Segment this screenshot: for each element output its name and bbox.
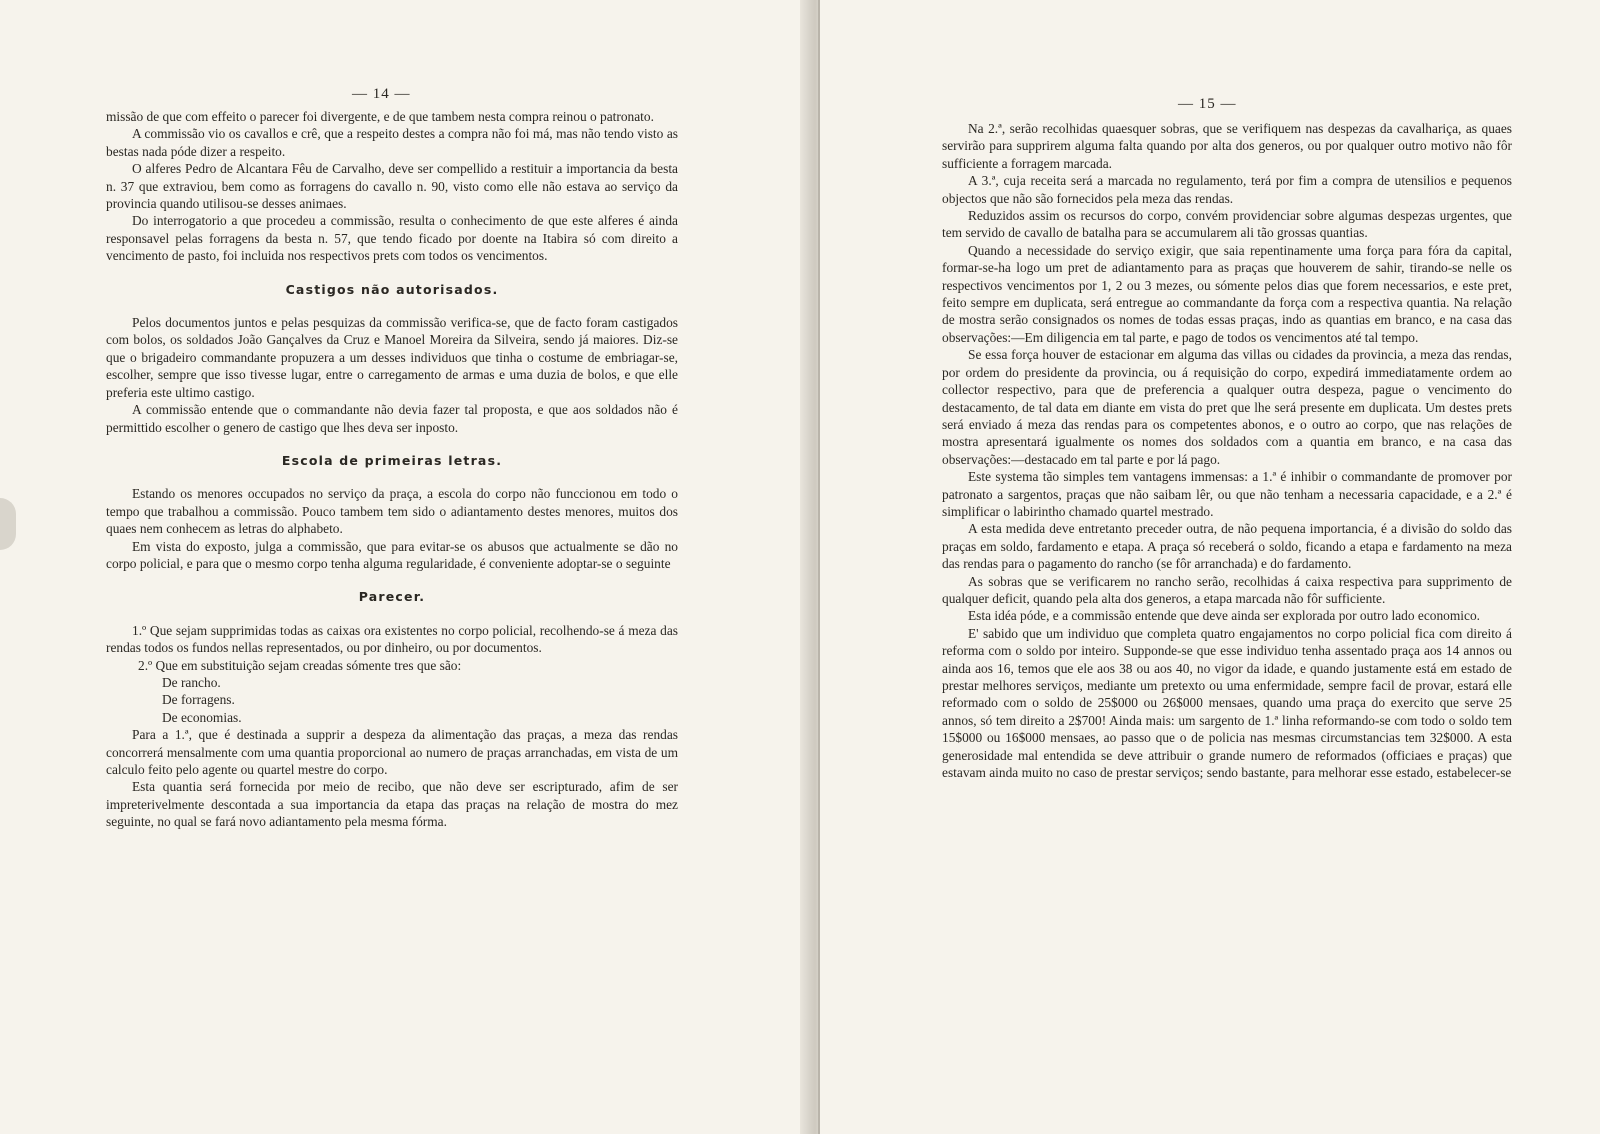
right-page (820, 0, 1600, 1134)
list-item: De economias. (162, 709, 242, 725)
section-heading-escola: Escola de primeiras letras. (281, 452, 503, 468)
paragraph: Se essa força houver de estacionar em alguma das villas ou cidades da provincia, a meza das rendas, por ordem do presidente da provincia, ou á requisição do corpo, expedirá immediatamente ordem ao collector respectivo, para que de preferencia a qualquer outra despeza, pague o vencimento do destacamento, de tal data em diante em vista do pret que lhe será presente em duplicata. Um destes prets será enviado á meza das rendas para os competentes abonos, e o outro ao corpo, que nas relações de mostra apresentará igualmente os nomes dos soldados com a quantia em branco, e na casa das observações:—destacado em tal parte e por lá pago. (942, 347, 1512, 467)
page-number-right: — 15 — (1178, 96, 1237, 112)
paragraph: missão de que com effeito o parecer foi divergente, e de que tambem nesta compra reinou o patronato. (106, 109, 654, 124)
paragraph: Na 2.ª, serão recolhidas quaesquer sobras, que se verifiquem nas despezas da cavalhariça, as quaes servirão para supprirem alguma falta quando por alta dos generos, ou por qualquer outro motivo não fôr sufficiente a forragem marcada. (942, 121, 1512, 171)
paragraph: Estando os menores occupados no serviço da praça, a escola do corpo não funccionou em todo o tempo que trabalhou a commissão. Pouco tambem tem sido o adiantamento destes menores, muitos dos quaes nem conhecem as letras do alphabeto. (106, 486, 678, 537)
paragraph: Reduzidos assim os recursos do corpo, convém providenciar sobre algumas despezas urgentes, que tem servido de cavallo de batalha para se accumularem ali tão grossas quantias. (942, 208, 1512, 241)
paragraph: Para a 1.ª, que é destinada a supprir a despeza da alimentação das praças, a meza das rendas concorrerá mensalmente com uma quantia proporcional ao numero de praças arranchadas, em vista de um calculo feito pelo agente ou quartel mestre do corpo. (106, 727, 678, 777)
section-heading-castigos: Castigos não autorisados. (285, 281, 499, 297)
paragraph: A commissão entende que o commandante não devia fazer tal proposta, e que aos soldados não é permittido escolher o genero de castigo que lhes deva ser inposto. (106, 402, 678, 435)
paragraph: Esta quantia será fornecida por meio de recibo, que não deve ser escripturado, afim de ser impreterivelmente descontada a sua importancia da etapa das praças na relação de mostra do mez seguinte, no qual se fará novo adiantamento pela mesma fórma. (106, 779, 678, 830)
paragraph: E' sabido que um individuo que completa quatro engajamentos no corpo policial fica com direito á reforma com o soldo por inteiro. Supponde-se que esse individuo tenha assentado praça aos 14 annos ou ainda aos 16, temos que ele aos 38 ou aos 40, no vigor da idade, e quando justamente está em estado de prestar melhores serviços, mediante um pretexto ou uma enfermidade, sempre facil de provar, estará elle reformado com o soldo de 25$000 ou 26$000 mensaes, quando uma praça do exercito que serve 25 annos, só tem direito a 2$700! Ainda mais: um sargento de 1.ª linha reformando-se com todo o soldo tem 15$000 ou 16$000 mensaes, ao passo que o de policia nas mesmas circumstancias tem 32$000. A esta generosidade mal entendida se deve attribuir o grande numero de reformados (officiaes e praças) que estavam ainda muito no caso de prestar serviços; sendo bastante, para melhorar esse estado, estabelecer-se (942, 625, 1512, 781)
paragraph: A commissão vio os cavallos e crê, que a respeito destes a compra não foi má, mas não tendo visto as bestas nada póde dizer a respeito. (106, 126, 678, 159)
paragraph: Esta idéa póde, e a commissão entende que deve ainda ser explorada por outro lado economico. (968, 608, 1481, 624)
list-item: De forragens. (162, 692, 235, 708)
paragraph: A 3.ª, cuja receita será a marcada no regulamento, terá por fim a compra de utensilios e pequenos objectos que não são fornecidos pela meza das rendas. (942, 173, 1512, 206)
section-heading-parecer: Parecer. (358, 589, 426, 605)
paragraph: O alferes Pedro de Alcantara Fêu de Carvalho, deve ser compellido a restituir a importancia da besta n. 37 que extraviou, bem como as forragens do cavallo n. 90, visto como elle não estava ao serviço da provincia quando utilisou-se desses animaes. (106, 161, 678, 212)
paragraph: Este systema tão simples tem vantagens immensas: a 1.ª é inhibir o commandante de promover por patronato a sargentos, praças que não saibam lêr, ou que não tenham a necessaria capacidade, e a 2.ª é simplificar o labirintho chamado quartel mestrado. (942, 469, 1512, 519)
parecer-item-1: 1.º Que sejam supprimidas todas as caixas ora existentes no corpo policial, recolhendo-se á meza das rendas todos os fundos nellas representados, ou por dinheiro, ou por documentos. (106, 622, 678, 656)
paragraph: As sobras que se verificarem no rancho serão, recolhidas á caixa respectiva para supprimento de qualquer deficit, quando pela alta dos generos, a etapa marcada não fôr sufficiente. (942, 573, 1512, 606)
paragraph: A esta medida deve entretanto preceder outra, de não pequena importancia, é a divisão do soldo das praças em soldo, fardamento e etapa. A praça só receberá o soldo, ficando a etapa e fardamento na meza das rendas para o pagamento do rancho (se fôr arranchada) e do fardamento. (942, 521, 1512, 572)
paragraph: Do interrogatorio a que procedeu a commissão, resulta o conhecimento de que este alferes é ainda responsavel pelas forragens da besta n. 57, que tendo ficado por doente na Itabira só com direito a vencimento de pasto, foi incluida nos respectivos prets com todos os vencimentos. (106, 213, 678, 264)
paragraph: Quando a necessidade do serviço exigir, que saia repentinamente uma força para fóra da capital, formar-se-ha logo um pret de adiantamento para as praças que houverem de sahir, tirando-se nelle os respectivos vencimentos por 1, 2 ou 3 mezes, ou sómente pelos dias que forem necessarios, e este pret, feito sempre em duplicata, será entregue ao commandante da força com a respectiva quantia. Na relação de mostra serão consignados os nomes de todas essas praças, indo as quantias em branco, e na casa das observações:—Em diligencia em tal parte, e pago de todos os vencimentos até tal tempo. (942, 242, 1512, 345)
page-edge-blot (0, 498, 16, 550)
right-text-column (942, 120, 1512, 781)
left-text-column (106, 108, 678, 831)
page-number-left: — 14 — (352, 86, 411, 102)
list-item: De rancho. (162, 674, 221, 690)
paragraph: Em vista do exposto, julga a commissão, que para evitar-se os abusos que actualmente se dão no corpo policial, e para que o mesmo corpo tenha alguma regularidade, é conveniente adoptar-se o seguinte (106, 538, 678, 571)
parecer-item-2: 2.º Que em substituição sejam creadas sómente tres que são: (138, 657, 462, 673)
paragraph: Pelos documentos juntos e pelas pesquizas da commissão verifica-se, que de facto foram castigados com bolos, os soldados João Gançalves da Cruz e Manoel Moreira da Silveira, sendo já maiores. Diz-se que o brigadeiro commandante propuzera a um desses individuos que tinha o costume de embriagar-se, escolher, sempre que isso tivesse lugar, entre o carregamento de armas e uma duzia de bolos, e que elle preferia este ultimo castigo. (106, 315, 678, 400)
